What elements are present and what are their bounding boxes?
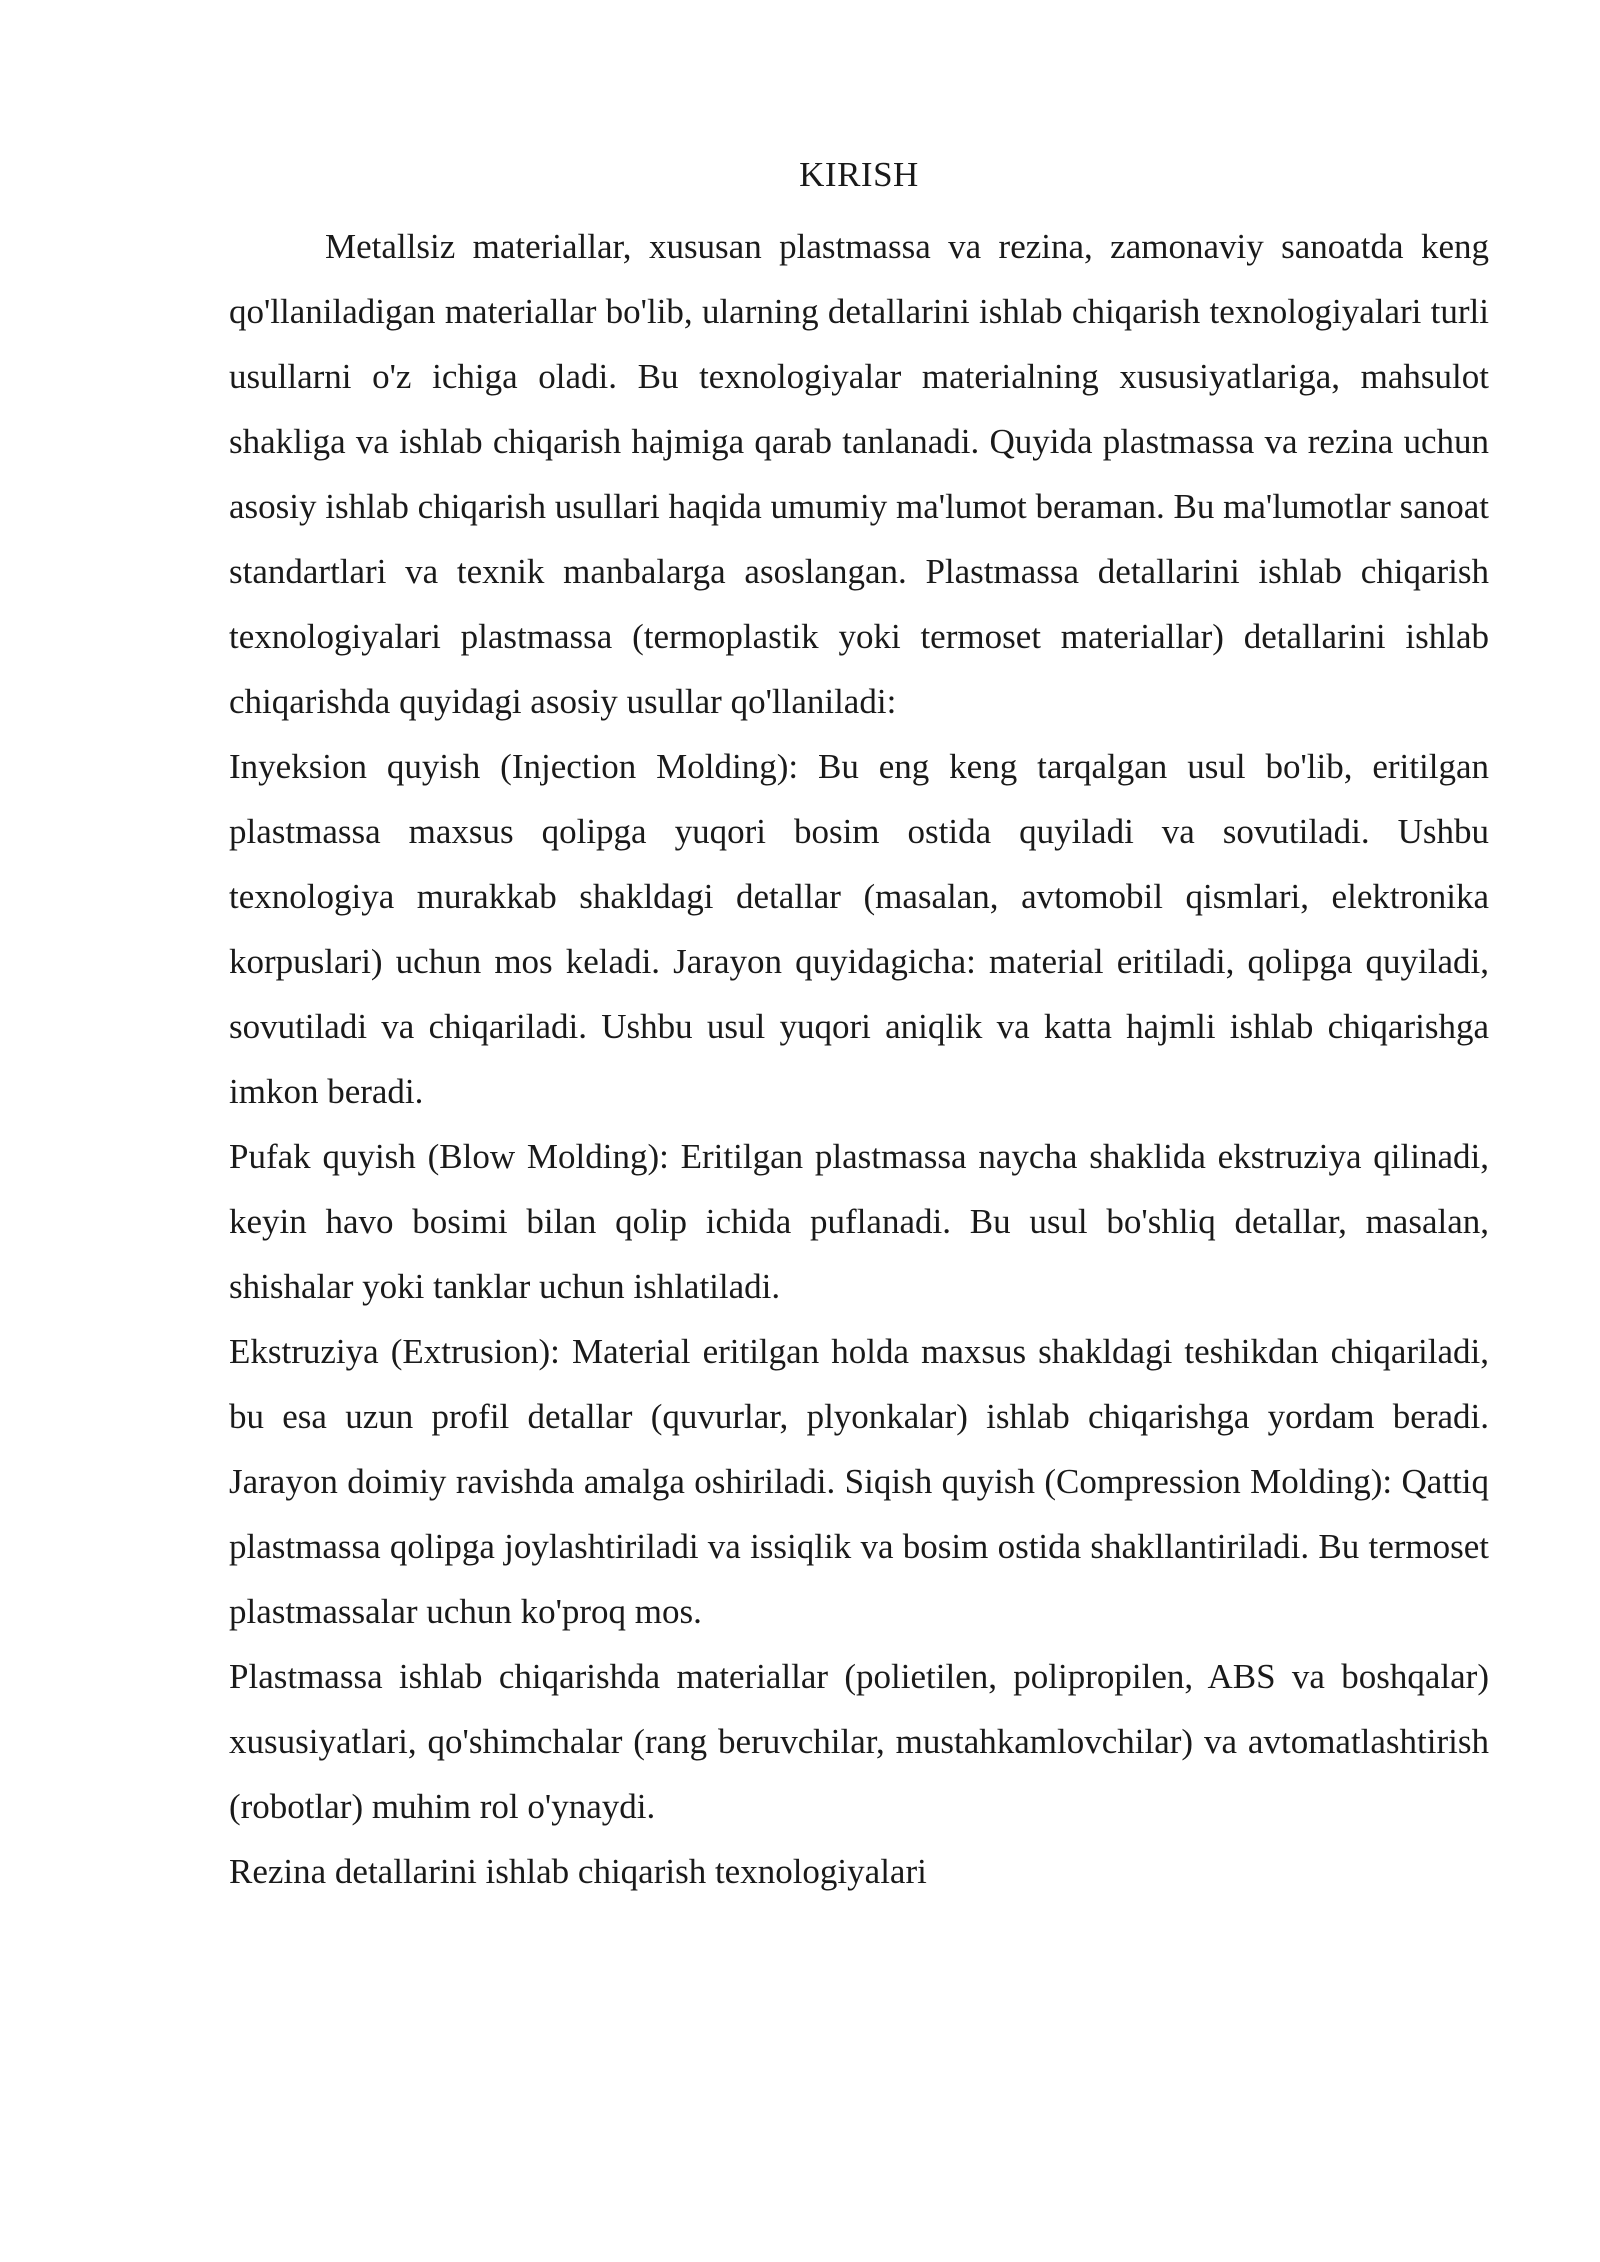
page-title: KIRISH [799, 155, 919, 194]
paragraph-extrusion: Ekstruziya (Extrusion): Material eritilgan holda maxsus shakldagi teshikdan chiqariladi, bu esa uzun profil detallar (quvurlar, plyonkalar) ishlab chiqarishga yordam beradi. Jarayon doimiy ravishda amalga oshiriladi. Siqish quyish (Compression Molding): Qattiq plastmassa qolipga joylashtiriladi va issiqlik va bosim ostida shakllantiriladi. Bu termoset plastmassalar uchun ko'proq mos. [229, 1332, 1489, 1631]
paragraph-intro: Metallsiz materiallar, xususan plastmassa va rezina, zamonaviy sanoatda keng qo'llaniladigan materiallar bo'lib, ularning detallarini ishlab chiqarish texnologiyalari turli usullarni o'z ichiga oladi. Bu texnologiyalar materialning xususiyatlariga, mahsulot shakliga va ishlab chiqarish hajmiga qarab tanlanadi. Quyida plastmassa va rezina uchun asosiy ishlab chiqarish usullari haqida umumiy ma'lumot beraman. Bu ma'lumotlar sanoat standartlari va texnik manbalarga asoslangan. Plastmassa detallarini ishlab chiqarish texnologiyalari plastmassa (termoplastik yoki termoset materiallar) detallarini ishlab chiqarishda quyidagi asosiy usullar qo'llaniladi: [229, 227, 1489, 721]
document-page [229, 150, 1489, 1904]
paragraph-rubber-heading: Rezina detallarini ishlab chiqarish texnologiyalari [229, 1852, 927, 1891]
paragraph-materials: Plastmassa ishlab chiqarishda materiallar (polietilen, polipropilen, ABS va boshqalar) xususiyatlari, qo'shimchalar (rang beruvchilar, mustahkamlovchilar) va avtomatlashtirish (robotlar) muhim rol o'ynaydi. [229, 1657, 1489, 1826]
paragraph-blow-molding: Pufak quyish (Blow Molding): Eritilgan plastmassa naycha shaklida ekstruziya qilinadi, keyin havo bosimi bilan qolip ichida puflanadi. Bu usul bo'shliq detallar, masalan, shishalar yoki tanklar uchun ishlatiladi. [229, 1137, 1489, 1306]
paragraph-injection-molding: Inyeksion quyish (Injection Molding): Bu eng keng tarqalgan usul bo'lib, eritilgan plastmassa maxsus qolipga yuqori bosim ostida quyiladi va sovutiladi. Ushbu texnologiya murakkab shakldagi detallar (masalan, avtomobil qismlari, elektronika korpuslari) uchun mos keladi. Jarayon quyidagicha: material eritiladi, qolipga quyiladi, sovutiladi va chiqariladi. Ushbu usul yuqori aniqlik va katta hajmli ishlab chiqarishga imkon beradi. [229, 747, 1489, 1111]
